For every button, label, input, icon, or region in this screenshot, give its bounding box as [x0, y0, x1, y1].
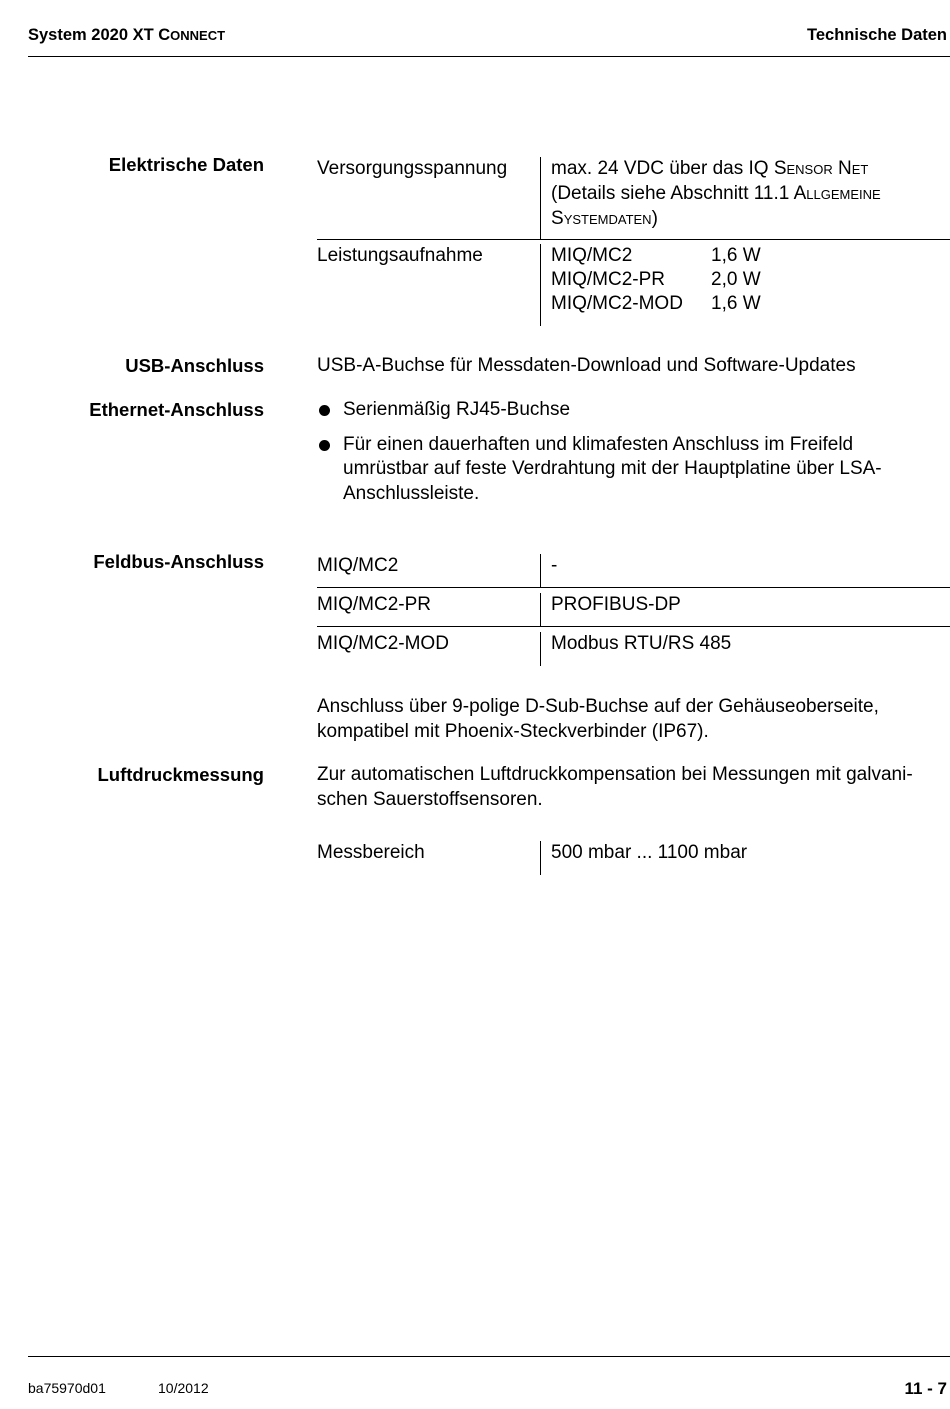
footer-divider [28, 1356, 950, 1357]
list-item: MIQ/MC2 1,6 W [551, 245, 761, 266]
table-row [317, 240, 950, 326]
section-label-electrical: Elektrische Daten [108, 154, 264, 175]
pressure-description: Zur automatischen Luftdruckkompensation bei Messungen mit galvani- schen Sauerstoffsensoren. [317, 764, 913, 810]
bullet-dot-icon [317, 433, 343, 507]
measuring-range-label: Messbereich [317, 842, 425, 863]
fieldbus-connector-note: Anschluss über 9-polige D-Sub-Buchse auf der Gehäuseoberseite, kompatibel mit Phoenix-Steckverbinder (IP67). [317, 696, 879, 742]
table-row [317, 548, 950, 588]
power-consumption-values [540, 244, 950, 326]
table-row [317, 836, 950, 875]
running-header-title: System 2020 XT CONNECT [28, 26, 226, 44]
section-label-ethernet: Ethernet-Anschluss [89, 399, 264, 420]
fieldbus-protocol: Modbus RTU/RS 485 [540, 632, 950, 666]
section-label-pressure: Luftdruckmessung [97, 764, 264, 785]
running-header-section: Technische Daten [807, 26, 947, 44]
power-consumption-label: Leistungsaufnahme [317, 245, 483, 266]
usb-description: USB-A-Buchse für Messdaten-Download und Software-Updates [317, 355, 856, 376]
list-item: Serienmäßig RJ45-Buchse [317, 398, 937, 423]
supply-voltage-value: max. 24 VDC über das IQ SENSOR NET (Details siehe Abschnitt 11.1 ALLGEMEINE SYSTEMDATEN) [540, 157, 950, 239]
fieldbus-model: MIQ/MC2 [317, 555, 399, 576]
document-date: 10/2012 [158, 1380, 209, 1396]
list-item: Für einen dauerhaften und klimafesten Anschluss im Freifeld umrüstbar auf feste Verdrahtung mit der Hauptplatine über LSA- Anschlussleiste. [317, 433, 937, 507]
section-label-usb: USB-Anschluss [125, 355, 264, 376]
measuring-range-value: 500 mbar ... 1100 mbar [540, 841, 950, 875]
document-id: ba75970d01 [28, 1380, 106, 1396]
bullet-dot-icon [317, 398, 343, 423]
table-row [317, 152, 950, 240]
fieldbus-protocol: PROFIBUS-DP [540, 593, 950, 626]
fieldbus-model: MIQ/MC2-MOD [317, 633, 449, 654]
electrical-table [317, 152, 950, 326]
list-item: MIQ/MC2-PR 2,0 W [551, 269, 761, 290]
section-label-fieldbus: Feldbus-Anschluss [93, 551, 264, 572]
table-row [317, 627, 950, 666]
fieldbus-model: MIQ/MC2-PR [317, 594, 431, 615]
list-item: MIQ/MC2-MOD 1,6 W [551, 293, 761, 314]
table-row [317, 588, 950, 627]
fieldbus-table [317, 548, 950, 666]
header-divider [28, 56, 950, 57]
fieldbus-protocol: - [540, 554, 950, 587]
page-number: 11 - 7 [904, 1379, 947, 1398]
pressure-range-table [317, 836, 950, 875]
supply-voltage-label: Versorgungsspannung [317, 158, 508, 179]
ethernet-bullet-list [317, 398, 937, 516]
